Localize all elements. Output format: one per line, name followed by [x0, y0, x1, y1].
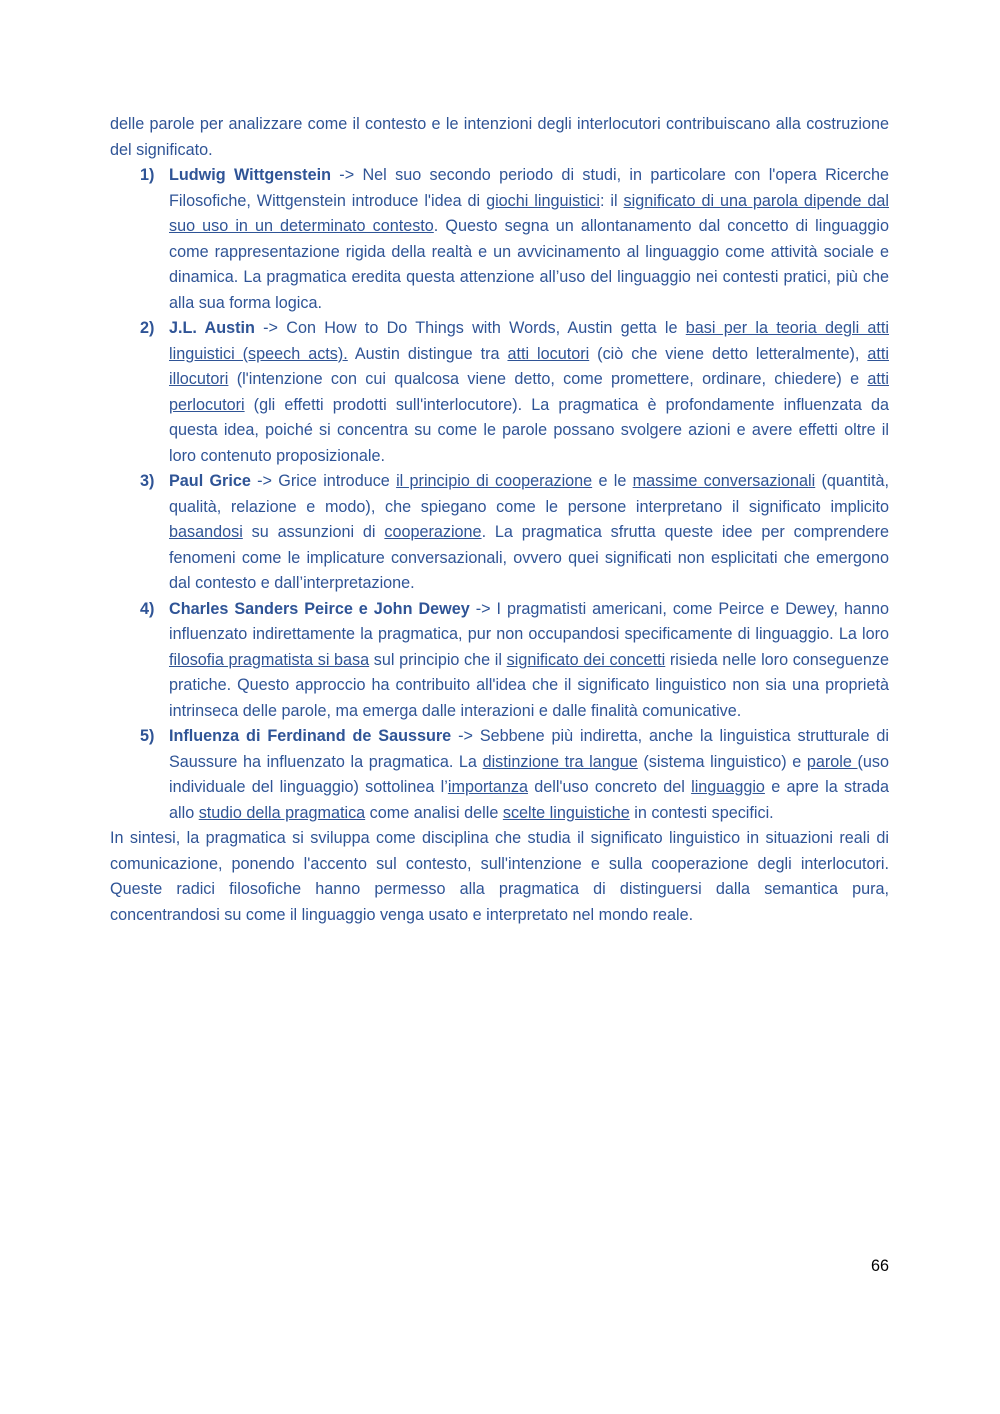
item-text: . La pragmatica sfrutta queste idee per comprendere fenomeni come le implicature conversazionali, ovvero quei significati non esplicitati che emergono dal contesto e dall’interpretazione.	[169, 523, 889, 592]
conclusion-paragraph: In sintesi, la pragmatica si sviluppa come disciplina che studia il significato linguistico in situazioni reali di comunicazione, ponendo l'accento sul contesto, sull'intenzione e sulla cooperazione degli interlocutori. Queste radici filosofiche hanno permesso alla pragmatica di distinguersi dalla semantica pura, concentrandosi su come il linguaggio venga usato e interpretato nel mondo reale.	[110, 829, 889, 924]
item-heading: Influenza di Ferdinand de Saussure	[169, 727, 452, 745]
item-text: in contesti specifici.	[629, 803, 774, 822]
underlined-phrase: linguaggio	[691, 778, 765, 796]
underlined-phrase: giochi linguistici	[486, 191, 600, 210]
list-number: 1)	[140, 166, 155, 184]
underlined-phrase: massime conversazionali	[632, 472, 816, 490]
item-text: (quantità, qualità, relazione e modo), che spiegano come le persone interpretano il significato implicito	[169, 472, 889, 516]
numbered-list	[110, 163, 889, 826]
underlined-phrase: cooperazione	[384, 523, 482, 541]
item-heading: J.L. Austin	[169, 319, 255, 337]
underlined-phrase: scelte linguistiche	[502, 803, 630, 822]
item-heading: Paul Grice	[169, 472, 251, 490]
item-text: come analisi delle	[365, 803, 503, 822]
item-text: su assunzioni di	[242, 523, 385, 541]
list-item-peirce-dewey	[140, 597, 890, 725]
item-text: (uso individuale del linguaggio) sottolinea l’	[169, 752, 889, 796]
item-text: e apre la strada allo	[169, 778, 889, 822]
list-item-saussure	[140, 724, 889, 826]
item-text: risieda nelle loro conseguenze pratiche. Questo approccio ha contribuito all'idea che il significato linguistico non sia una proprietà intrinseca delle parole, ma emerga dalle interazioni e dalle finalità comunicative.	[169, 650, 890, 720]
underlined-phrase: parole	[806, 752, 858, 771]
item-text: : il	[599, 191, 624, 210]
item-text: sul principio che il	[369, 650, 507, 669]
item-text: -> Nel suo secondo periodo di studi, in particolare con l'opera Ricerche Filosofiche, Wittgenstein introduce l'idea di	[169, 166, 889, 210]
item-text: e le	[592, 472, 633, 490]
underlined-phrase: atti locutori	[507, 344, 590, 363]
item-heading: Ludwig Wittgenstein	[169, 166, 331, 184]
item-heading: Charles Sanders Peirce e John Dewey	[169, 599, 470, 618]
underlined-phrase: distinzione tra langue	[482, 752, 638, 771]
underlined-phrase: significato di una parola dipende dal suo uso in un determinato contesto	[169, 191, 889, 235]
document-page	[110, 112, 889, 928]
underlined-phrase: filosofia pragmatista si basa	[169, 650, 370, 669]
item-text: dell'uso concreto del	[527, 778, 692, 796]
underlined-phrase: importanza	[447, 778, 528, 796]
item-text: -> Con How to Do Things with Words, Austin getta le	[254, 319, 686, 337]
intro-paragraph: delle parole per analizzare come il contesto e le intenzioni degli interlocutori contribuiscano alla costruzione del significato.	[110, 115, 889, 159]
page-number: 66	[870, 1257, 889, 1275]
item-text: Austin distingue tra	[347, 344, 508, 363]
list-number: 2)	[140, 319, 155, 337]
underlined-phrase: studio della pragmatica	[198, 803, 366, 822]
list-number: 3)	[140, 472, 155, 490]
item-text: (gli effetti prodotti sull'interlocutore). La pragmatica è profondamente influenzata da questa idea, poiché si concentra su come le parole possano svolgere azioni e avere effetti oltre il loro contenuto proposizionale.	[169, 395, 889, 465]
underlined-phrase: basandosi	[169, 523, 243, 541]
list-item-austin	[140, 316, 890, 469]
item-text: -> Sebbene più indiretta, anche la linguistica strutturale di Saussure ha influenzato la pragmatica. La	[169, 727, 889, 771]
item-text: (ciò che viene detto letteralmente),	[589, 344, 868, 363]
underlined-phrase: atti perlocutori	[169, 370, 889, 414]
list-number: 5)	[140, 727, 155, 745]
item-text: . Questo segna un allontanamento dal concetto di linguaggio come rappresentazione rigida della realtà e un avvicinamento al linguaggio come attività sociale e dinamica. La pragmatica eredita questa attenzione all’uso del linguaggio nei contesti pratici, più che alla sua forma logica.	[169, 217, 889, 312]
underlined-phrase: basi per la teoria degli atti linguistici (speech acts).	[169, 319, 890, 363]
item-text: (sistema linguistico) e	[637, 752, 807, 771]
underlined-phrase: significato dei concetti	[506, 650, 666, 669]
list-item-grice	[140, 469, 889, 597]
item-text: -> I pragmatisti americani, come Peirce e Dewey, hanno influenzato indirettamente la pragmatica, pur non occupandosi specificamente di linguaggio. La loro	[169, 599, 889, 643]
list-number: 4)	[140, 599, 155, 618]
list-item-wittgenstein	[140, 163, 889, 316]
underlined-phrase: il principio di cooperazione	[396, 472, 593, 490]
item-text: -> Grice introduce	[250, 472, 397, 490]
item-text: (l'intenzione con cui qualcosa viene detto, come promettere, ordinare, chiedere) e	[228, 370, 868, 388]
underlined-phrase: atti illocutori	[169, 344, 889, 388]
